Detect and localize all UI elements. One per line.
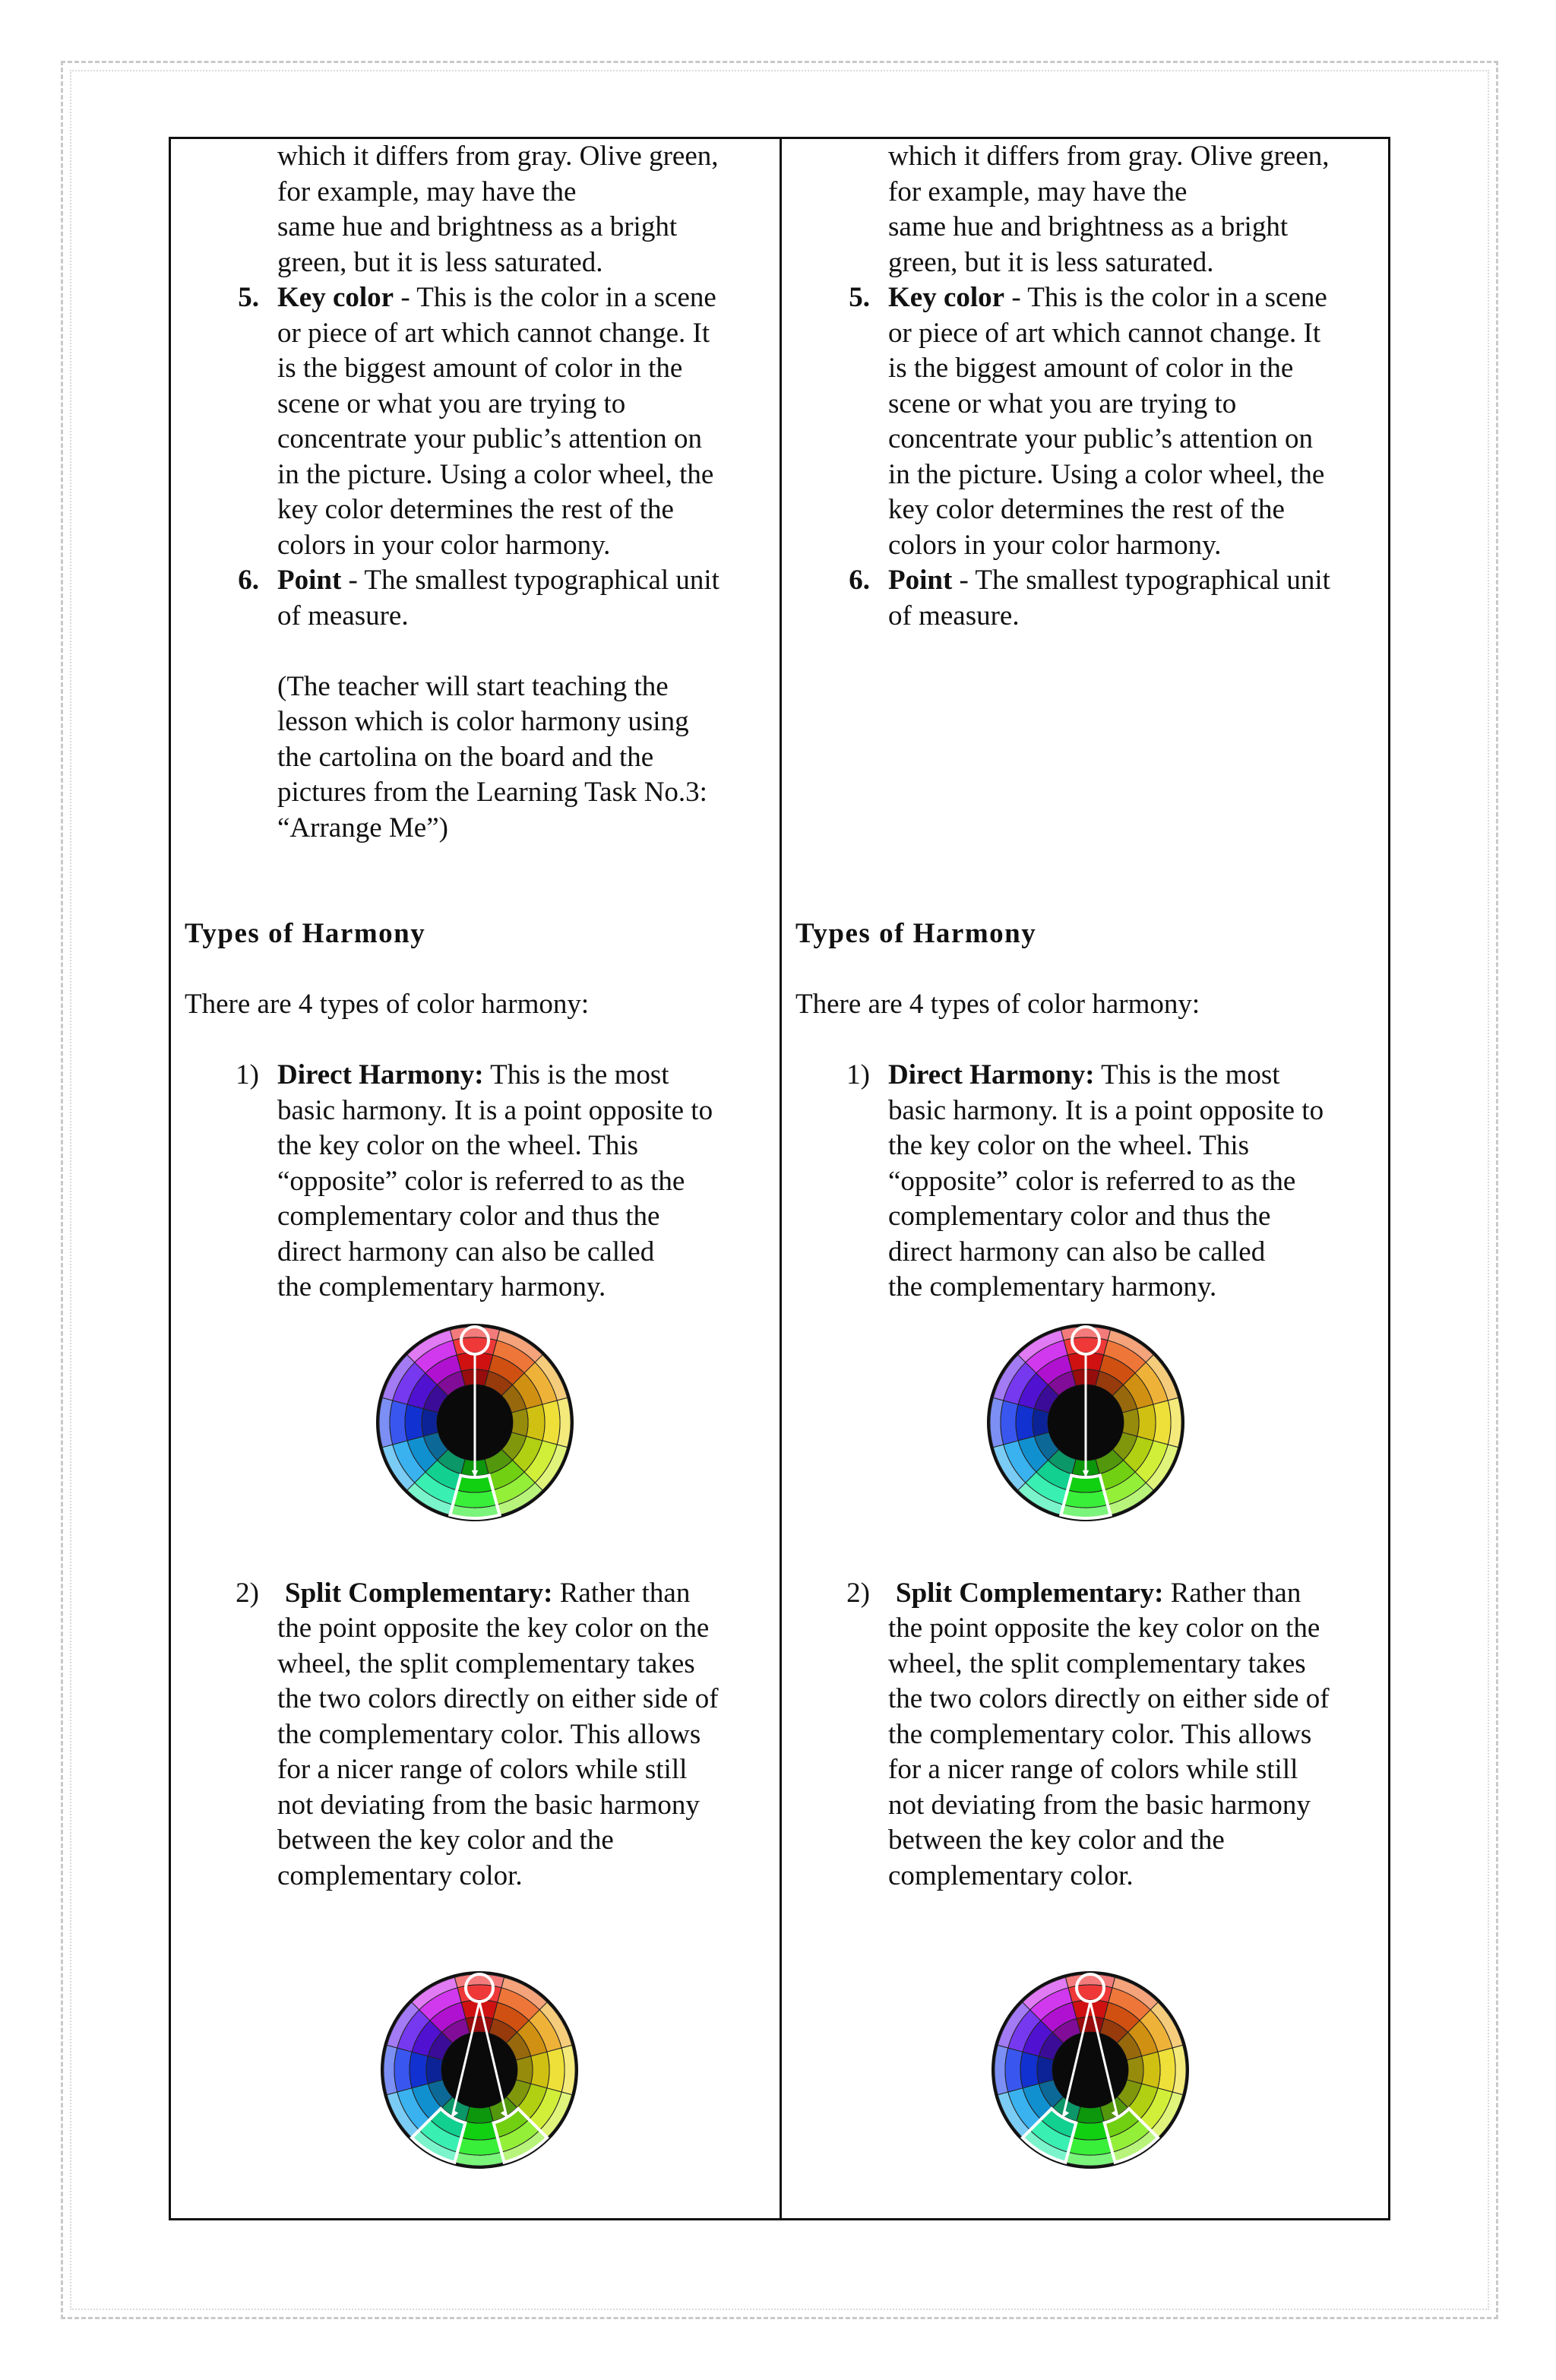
term-key-color bbox=[185, 280, 761, 563]
intro-line: same hue and brightness as a bright bbox=[277, 211, 678, 242]
term-name: Key color bbox=[888, 282, 1005, 313]
harmony-line: complementary color. bbox=[277, 1859, 523, 1891]
harmony-line: the complementary color. This allows bbox=[888, 1718, 1312, 1750]
harmony-line: direct harmony can also be called bbox=[277, 1236, 655, 1268]
direct-wheel-graphic bbox=[985, 1322, 1186, 1523]
term-line: or piece of art which cannot change. It bbox=[888, 317, 1321, 349]
harmony-line: basic harmony. It is a point opposite to bbox=[888, 1094, 1324, 1126]
harmony-line: between the key color and the bbox=[277, 1825, 614, 1856]
right-column bbox=[780, 139, 1388, 2218]
intro-line: for example, may have the bbox=[277, 176, 577, 207]
harmony-line: the key color on the wheel. This bbox=[888, 1130, 1250, 1161]
note-line: pictures from the Learning Task No.3: bbox=[277, 777, 707, 808]
harmony-line: complementary color and thus the bbox=[888, 1201, 1271, 1232]
section-intro: There are 4 types of color harmony: bbox=[185, 989, 590, 1020]
harmony-line: for a nicer range of colors while still bbox=[888, 1754, 1298, 1785]
harmony-line: the two colors directly on either side of bbox=[888, 1683, 1330, 1714]
harmony-direct bbox=[185, 1058, 761, 1306]
harmony-number: 1) bbox=[236, 1059, 259, 1090]
term-line: key color determines the rest of the bbox=[277, 494, 674, 525]
term-line: colors in your color harmony. bbox=[888, 529, 1222, 561]
term-line: - This is the color in a scene bbox=[394, 282, 716, 313]
harmony-line: the two colors directly on either side of bbox=[277, 1683, 719, 1714]
section-heading: Types of Harmony bbox=[795, 918, 1037, 949]
intro-line: for example, may have the bbox=[888, 176, 1188, 207]
harmony-number: 1) bbox=[846, 1059, 870, 1090]
term-number: 5. bbox=[849, 282, 870, 313]
harmony-line: the complementary harmony. bbox=[888, 1271, 1217, 1302]
harmony-number: 2) bbox=[846, 1577, 870, 1609]
harmony-line: “opposite” color is referred to as the bbox=[888, 1165, 1296, 1197]
harmony-line: the key color on the wheel. This bbox=[277, 1130, 639, 1161]
term-number: 6. bbox=[849, 565, 870, 596]
term-name: Point bbox=[888, 565, 953, 596]
harmony-title: Direct Harmony: bbox=[277, 1059, 484, 1090]
intro-line: green, but it is less saturated. bbox=[888, 246, 1214, 278]
term-line: - This is the color in a scene bbox=[1004, 282, 1327, 313]
intro-line: which it differs from gray. Olive green, bbox=[888, 141, 1330, 172]
direct-wheel-graphic bbox=[375, 1322, 575, 1523]
term-line: colors in your color harmony. bbox=[277, 529, 611, 561]
note-line: lesson which is color harmony using bbox=[277, 706, 689, 737]
term-key-color bbox=[795, 280, 1370, 563]
term-point bbox=[795, 563, 1370, 634]
harmony-line: not deviating from the basic harmony bbox=[277, 1789, 700, 1821]
harmony-line: “opposite” color is referred to as the bbox=[277, 1165, 685, 1197]
note-line: (The teacher will start teaching the bbox=[277, 670, 669, 702]
direct-harmony-color-wheel-icon bbox=[375, 1322, 575, 1523]
harmony-line: the complementary harmony. bbox=[277, 1271, 606, 1302]
harmony-line: Rather than bbox=[552, 1577, 691, 1609]
term-line: - The smallest typographical unit bbox=[341, 565, 719, 596]
term-line: scene or what you are trying to bbox=[277, 388, 626, 419]
harmony-line: for a nicer range of colors while still bbox=[277, 1754, 688, 1785]
intro-line: same hue and brightness as a bright bbox=[888, 211, 1289, 242]
term-line: of measure. bbox=[277, 600, 409, 631]
harmony-title: Split Complementary: bbox=[285, 1577, 553, 1609]
harmony-title: Split Complementary: bbox=[896, 1577, 1164, 1609]
harmony-line: wheel, the split complementary takes bbox=[277, 1647, 695, 1679]
split-complementary-color-wheel-icon bbox=[379, 1970, 580, 2170]
harmony-line: basic harmony. It is a point opposite to bbox=[277, 1094, 713, 1126]
split-complementary-color-wheel-icon bbox=[990, 1970, 1191, 2170]
term-line: concentrate your public’s attention on bbox=[888, 423, 1313, 454]
term-line: is the biggest amount of color in the bbox=[888, 353, 1294, 384]
intro-continuation bbox=[277, 139, 761, 280]
left-column bbox=[171, 139, 780, 2218]
note-line: the cartolina on the board and the bbox=[277, 741, 654, 773]
term-line: or piece of art which cannot change. It bbox=[277, 317, 710, 349]
teacher-note bbox=[277, 669, 761, 847]
harmony-line: the point opposite the key color on the bbox=[888, 1613, 1320, 1644]
split-wheel-graphic bbox=[990, 1970, 1191, 2170]
term-line: key color determines the rest of the bbox=[888, 494, 1285, 525]
term-line: in the picture. Using a color wheel, the bbox=[277, 458, 714, 490]
term-line: - The smallest typographical unit bbox=[952, 565, 1330, 596]
term-name: Key color bbox=[277, 282, 394, 313]
term-point bbox=[185, 563, 761, 634]
harmony-direct bbox=[795, 1058, 1370, 1306]
intro-continuation bbox=[888, 139, 1370, 280]
harmony-line: not deviating from the basic harmony bbox=[888, 1789, 1311, 1821]
harmony-line: This is the most bbox=[1094, 1059, 1280, 1090]
term-line: of measure. bbox=[888, 600, 1020, 631]
harmony-line: This is the most bbox=[483, 1059, 669, 1090]
section-intro: There are 4 types of color harmony: bbox=[795, 989, 1200, 1020]
term-line: concentrate your public’s attention on bbox=[277, 423, 702, 454]
harmony-line: direct harmony can also be called bbox=[888, 1236, 1266, 1268]
harmony-line: the point opposite the key color on the bbox=[277, 1613, 710, 1644]
two-column-table bbox=[169, 137, 1390, 2220]
split-wheel-graphic bbox=[379, 1970, 580, 2170]
term-number: 6. bbox=[238, 565, 259, 596]
harmony-line: Rather than bbox=[1163, 1577, 1301, 1609]
harmony-line: the complementary color. This allows bbox=[277, 1718, 701, 1750]
harmony-split bbox=[795, 1576, 1370, 1894]
harmony-title: Direct Harmony: bbox=[888, 1059, 1095, 1090]
harmony-line: complementary color and thus the bbox=[277, 1201, 660, 1232]
harmony-split bbox=[185, 1576, 761, 1894]
note-line: “Arrange Me”) bbox=[277, 812, 448, 843]
intro-line: which it differs from gray. Olive green, bbox=[277, 141, 719, 172]
section-heading: Types of Harmony bbox=[185, 918, 426, 949]
direct-harmony-color-wheel-icon bbox=[985, 1322, 1186, 1523]
harmony-line: complementary color. bbox=[888, 1859, 1134, 1891]
intro-line: green, but it is less saturated. bbox=[277, 246, 603, 278]
term-number: 5. bbox=[238, 282, 259, 313]
term-line: is the biggest amount of color in the bbox=[277, 353, 683, 384]
harmony-line: between the key color and the bbox=[888, 1825, 1225, 1856]
harmony-number: 2) bbox=[236, 1577, 259, 1609]
term-name: Point bbox=[277, 565, 342, 596]
harmony-line: wheel, the split complementary takes bbox=[888, 1647, 1306, 1679]
term-line: scene or what you are trying to bbox=[888, 388, 1237, 419]
term-line: in the picture. Using a color wheel, the bbox=[888, 458, 1325, 490]
